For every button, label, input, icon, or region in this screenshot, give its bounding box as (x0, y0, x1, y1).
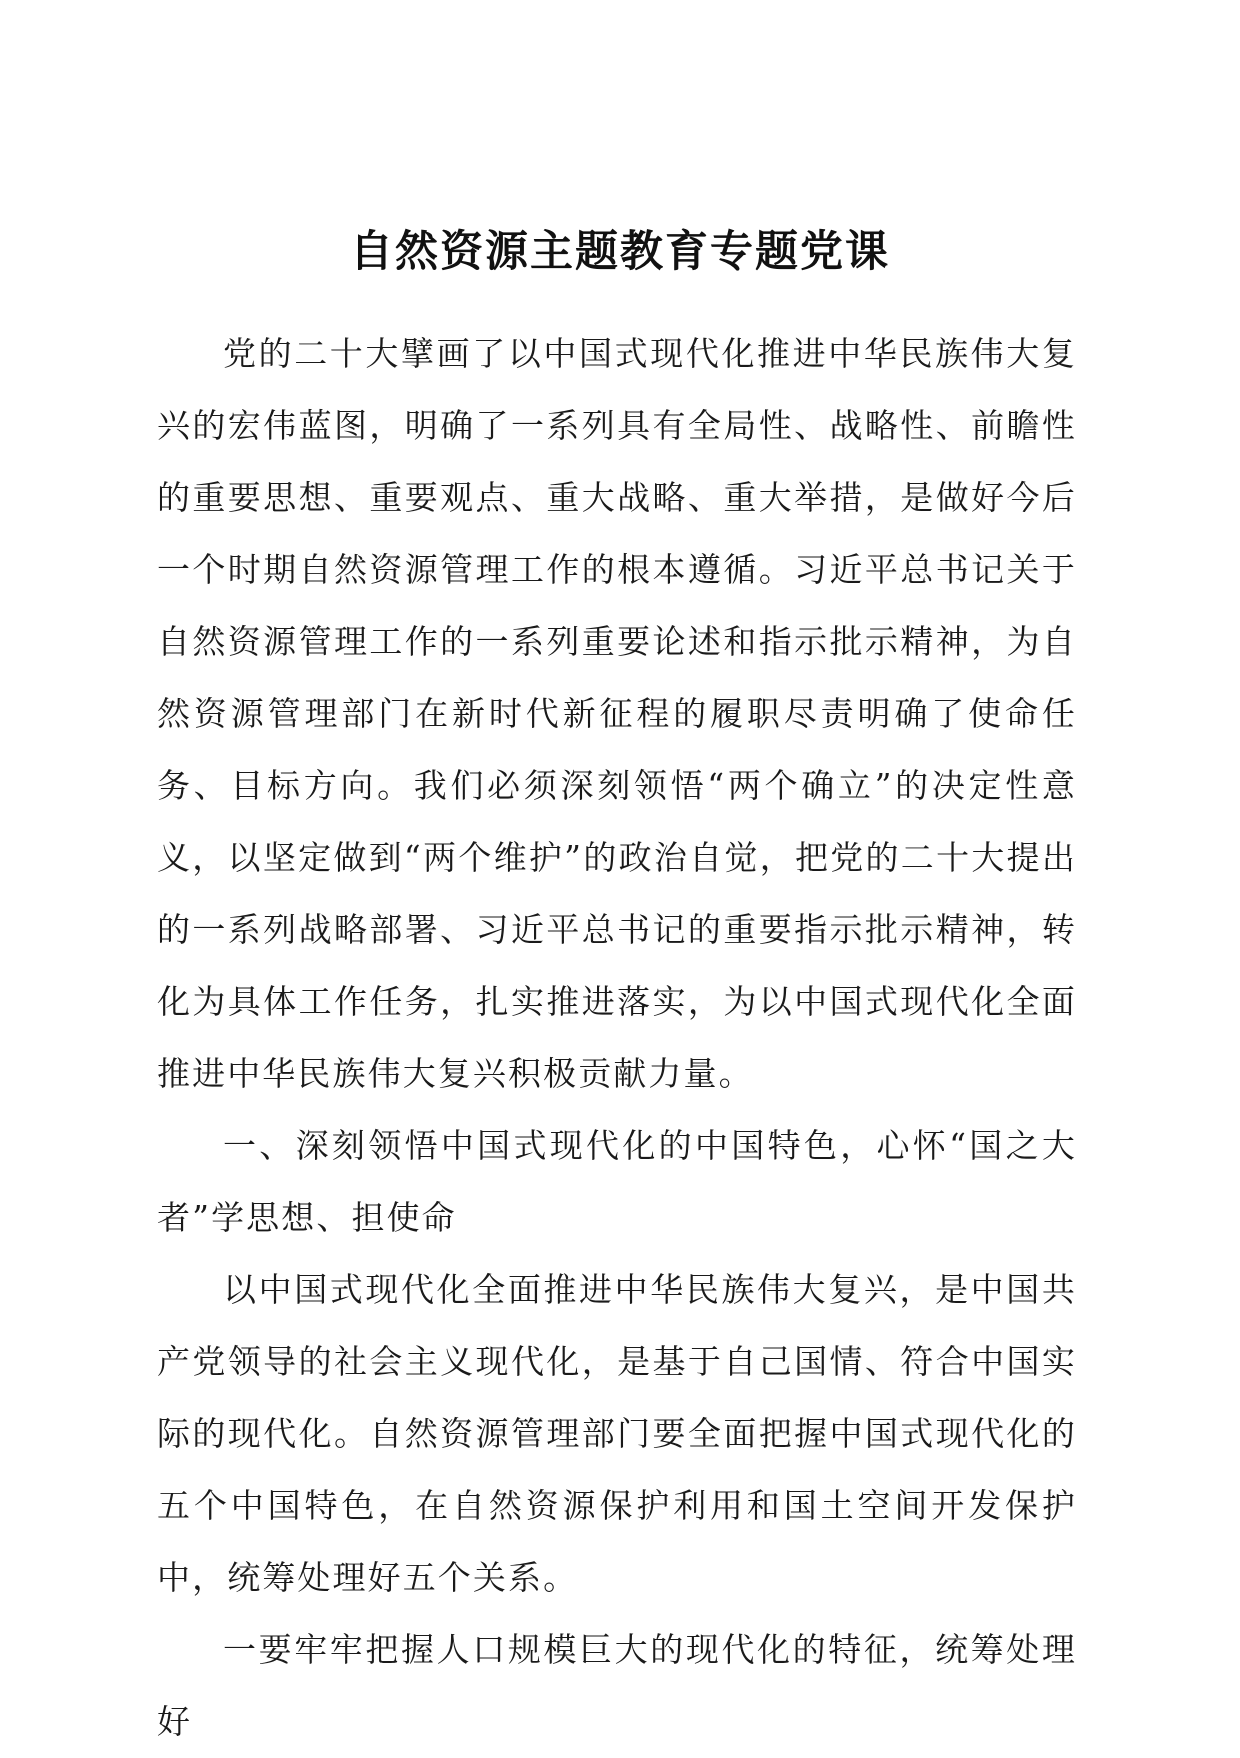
document-body (157, 318, 1077, 1758)
paragraph-section-1: 以中国式现代化全面推进中华民族伟大复兴，是中国共产党领导的社会主义现代化，是基于自己国情、符合中国实际的现代化。自然资源管理部门要全面把握中国式现代化的五个中国特色，在自然资源保护利用和国土空间开发保护中，统筹处理好五个关系。 (157, 1270, 1077, 1597)
section-heading-1: 一、深刻领悟中国式现代化的中国特色，心怀“国之大者”学思想、担使命 (157, 1126, 1077, 1237)
paragraph-point-1: 一要牢牢把握人口规模巨大的现代化的特征，统筹处理好 (157, 1630, 1077, 1741)
paragraph-intro: 党的二十大擘画了以中国式现代化推进中华民族伟大复兴的宏伟蓝图，明确了一系列具有全局性、战略性、前瞻性的重要思想、重要观点、重大战略、重大举措，是做好今后一个时期自然资源管理工作的根本遵循。习近平总书记关于自然资源管理工作的一系列重要论述和指示批示精神，为自然资源管理部门在新时代新征程的履职尽责明确了使命任务、目标方向。我们必须深刻领悟“两个确立”的决定性意义，以坚定做到“两个维护”的政治自觉，把党的二十大提出的一系列战略部署、习近平总书记的重要指示批示精神，转化为具体工作任务，扎实推进落实，为以中国式现代化全面推进中华民族伟大复兴积极贡献力量。 (157, 334, 1077, 1093)
document-title: 自然资源主题教育专题党课 (350, 227, 890, 277)
